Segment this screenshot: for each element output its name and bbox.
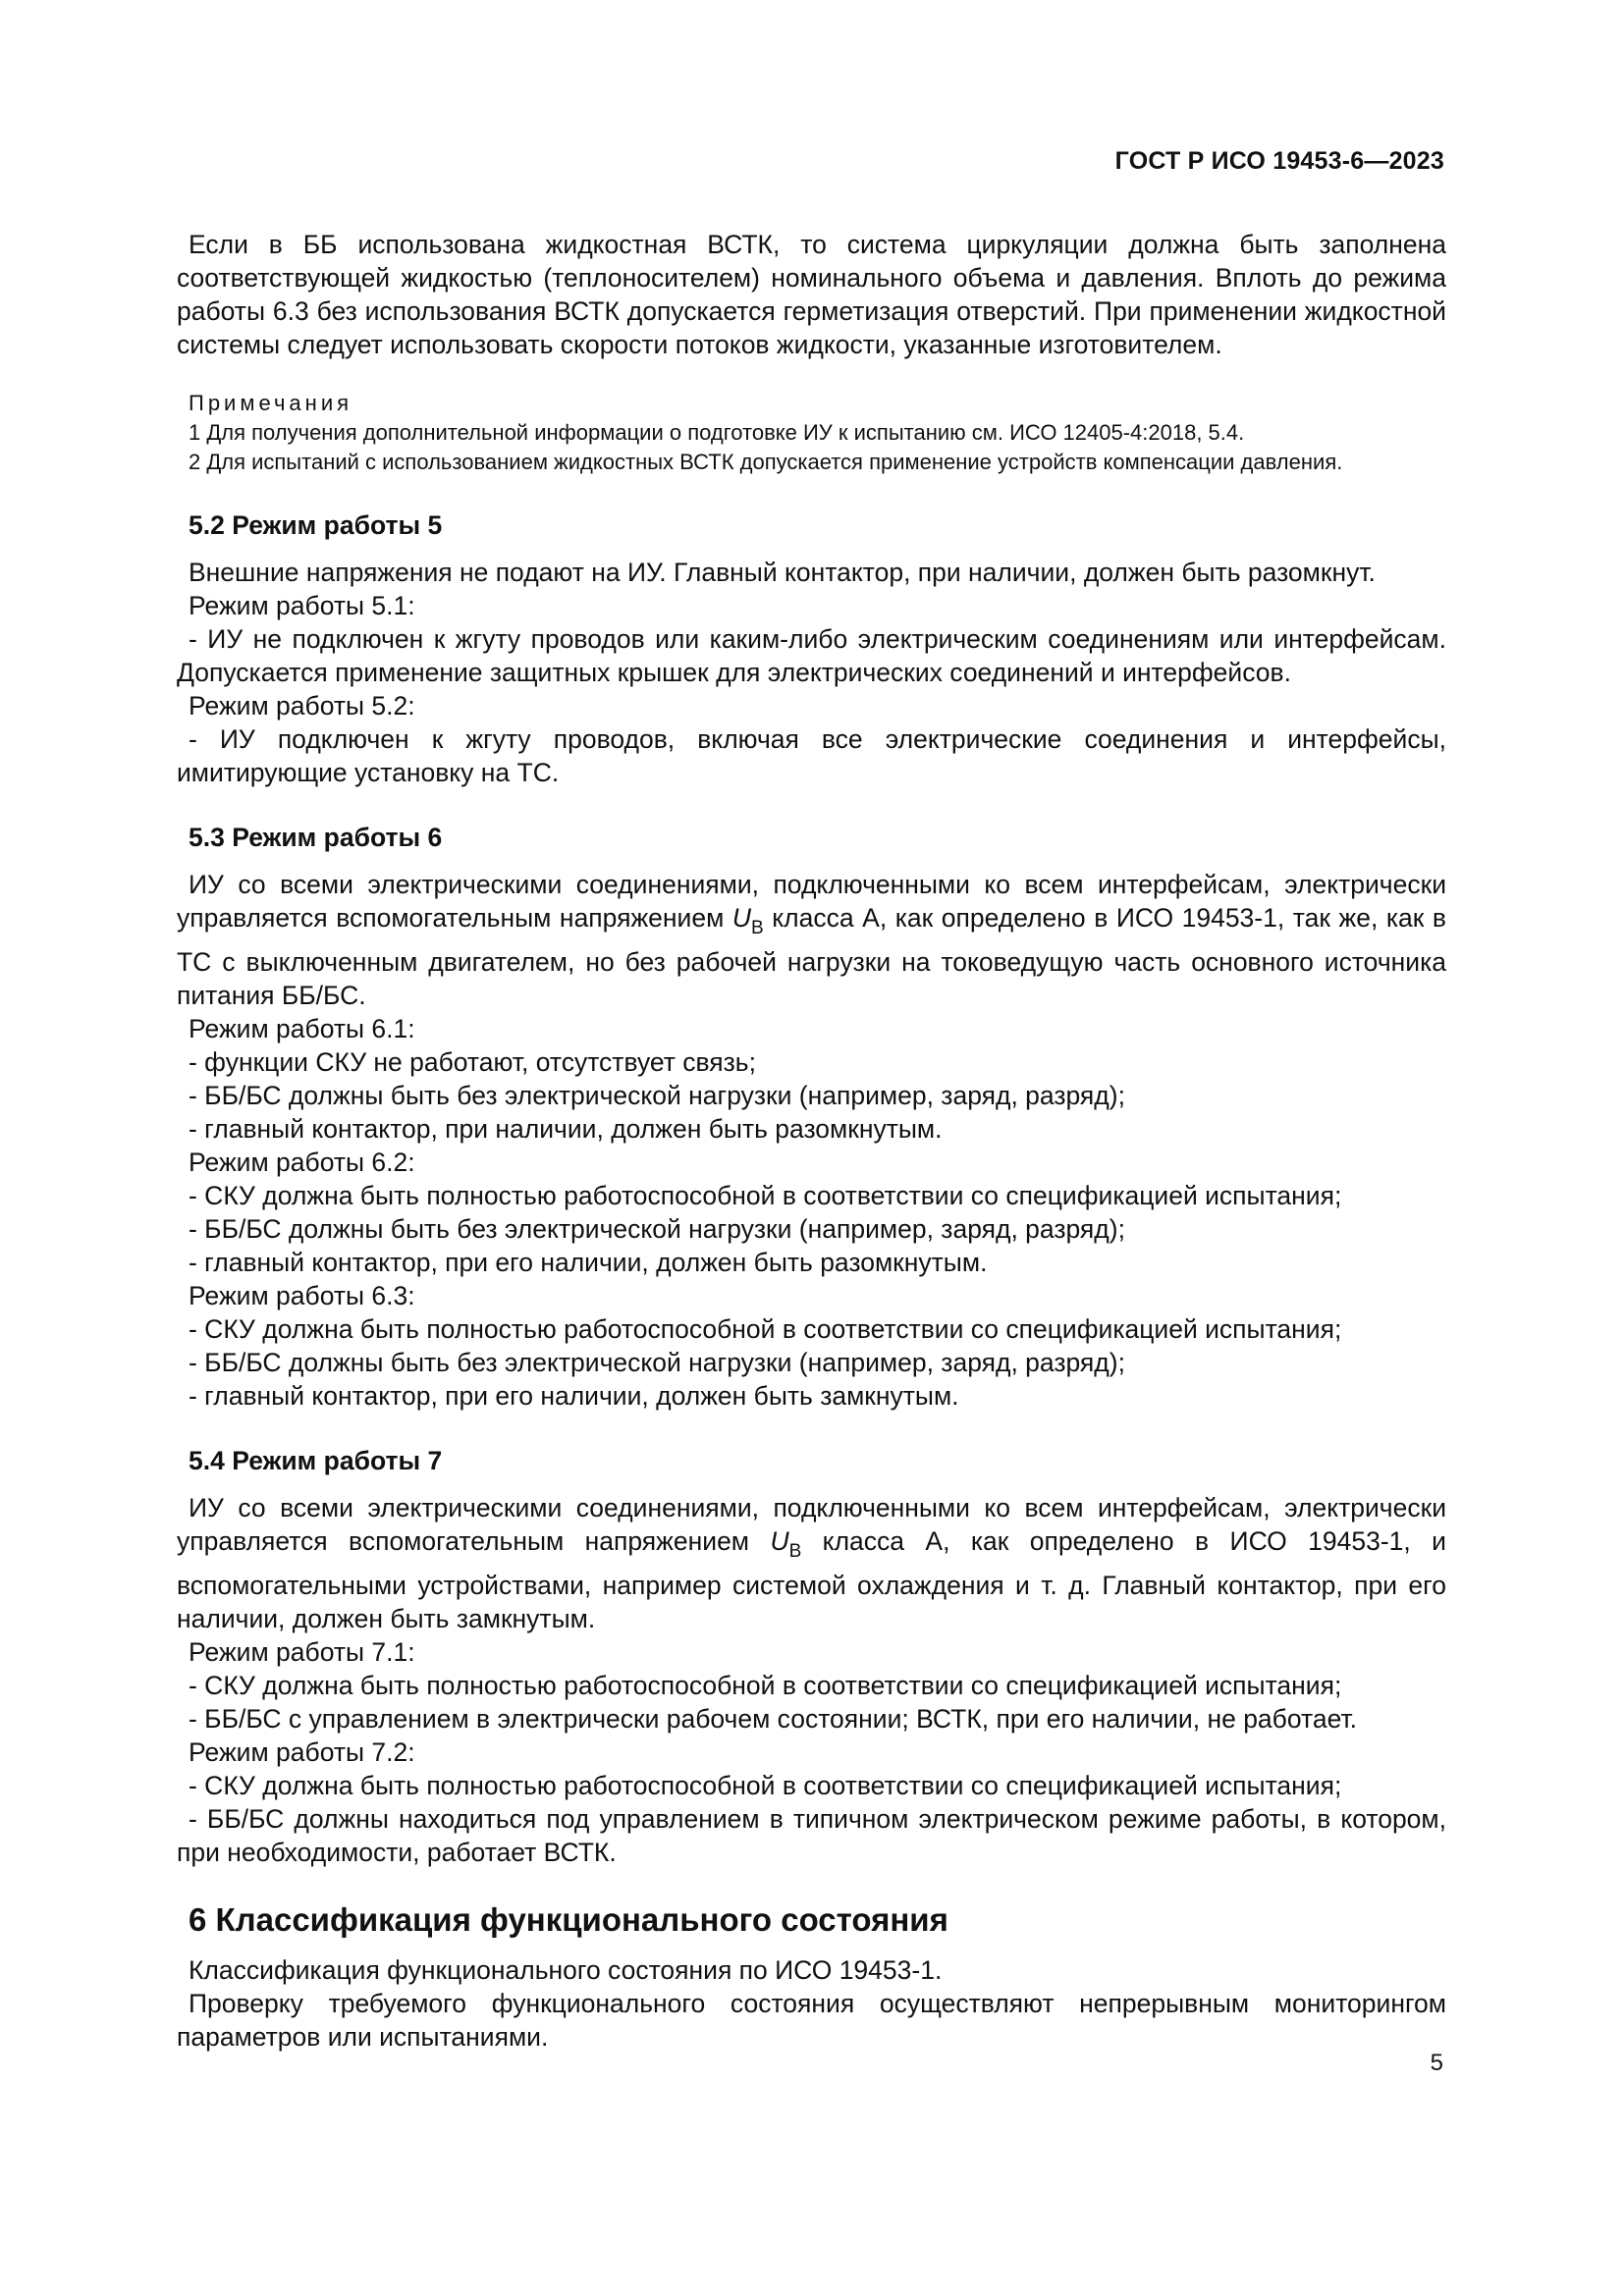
section-5-4-heading: 5.4 Режим работы 7 bbox=[189, 1446, 443, 1475]
list-line: - ББ/БС должны быть без электрической нагрузки (например, заряд, разряд); bbox=[189, 1214, 1125, 1244]
list-line: - функции СКУ не работают, отсутствует связь; bbox=[189, 1047, 756, 1077]
section-6-heading: 6 Классификация функционального состояния bbox=[189, 1901, 948, 1938]
mode-5-2-text: - ИУ подключен к жгуту проводов, включая все электрические соединения и интерфейсы, имитирующие установку на ТС. bbox=[177, 724, 1446, 787]
page-body bbox=[177, 228, 1446, 2054]
note-1: 1 Для получения дополнительной информации о подготовке ИУ к испытанию см. ИСО 12405-4:2018, 5.4. bbox=[189, 420, 1245, 445]
voltage-symbol: U bbox=[770, 1526, 789, 1556]
mode-5-2-label: Режим работы 5.2: bbox=[189, 691, 415, 721]
mode-5-1-text: - ИУ не подключен к жгуту проводов или каким-либо электрическим соединениям или интерфейсам. Допускается применение защитных крышек для электрических соединений и интерфейсов. bbox=[177, 624, 1446, 687]
list-line: - главный контактор, при его наличии, должен быть замкнутым. bbox=[189, 1381, 959, 1411]
mode-7-2-last-text: - ББ/БС должны находиться под управлением в типичном электрическом режиме работы, в котором, при необходимости, работает ВСТК. bbox=[177, 1804, 1446, 1867]
list-line: Режим работы 6.3: bbox=[189, 1281, 415, 1310]
page-number: 5 bbox=[1430, 2050, 1443, 2076]
section-5-3-heading: 5.3 Режим работы 6 bbox=[189, 823, 443, 852]
notes-title: Примечания bbox=[189, 391, 353, 415]
voltage-symbol: U bbox=[731, 903, 752, 933]
section-5-2-paragraph: Внешние напряжения не подают на ИУ. Главный контактор, при наличии, должен быть разомкнут. bbox=[189, 558, 1376, 587]
list-line: - СКУ должна быть полностью работоспособной в соответствии со спецификацией испытания; bbox=[189, 1181, 1342, 1210]
list-line: Режим работы 7.1: bbox=[189, 1637, 415, 1667]
document-code-header: ГОСТ Р ИСО 19453-6—2023 bbox=[1114, 147, 1444, 175]
voltage-subscript: B bbox=[788, 1541, 802, 1562]
list-line: - главный контактор, при наличии, должен быть разомкнутым. bbox=[189, 1114, 943, 1144]
voltage-subscript: B bbox=[751, 918, 764, 938]
list-line: Режим работы 7.2: bbox=[189, 1737, 415, 1767]
list-line: - ББ/БС должны быть без электрической нагрузки (например, заряд, разряд); bbox=[189, 1081, 1125, 1110]
section-6-paragraph-1: Классификация функционального состояния по ИСО 19453-1. bbox=[189, 1955, 943, 1985]
list-line: - СКУ должна быть полностью работоспособной в соответствии со спецификацией испытания; bbox=[189, 1671, 1342, 1700]
list-line: - ББ/БС с управлением в электрически рабочем состоянии; ВСТК, при его наличии, не работает. bbox=[189, 1704, 1358, 1734]
section-5-3-paragraph: ИУ со всеми электрическими соединениями, подключенными ко всем интерфейсам, электрически управляется вспомогательным напряжением $U_B$ класса А, как определено в ИСО 19453-1, так же, как в ТС с выключенным двигателем, но без рабочей нагрузки на токоведущую часть основного источника питания ББ/БС. bbox=[177, 870, 1446, 1010]
intro-paragraph: Если в ББ использована жидкостная ВСТК, то система циркуляции должна быть заполнена соответствующей жидкостью (теплоносителем) номинального объема и давления. Вплоть до режима работы 6.3 без использования ВСТК допускается герметизация отверстий. При применении жидкостной системы следует использовать скорости потоков жидкости, указанные изготовителем. bbox=[177, 230, 1446, 359]
list-line: Режим работы 6.1: bbox=[189, 1014, 415, 1043]
list-line: Режим работы 6.2: bbox=[189, 1148, 415, 1177]
section-5-2-heading: 5.2 Режим работы 5 bbox=[189, 510, 443, 540]
list-line: - СКУ должна быть полностью работоспособной в соответствии со спецификацией испытания; bbox=[189, 1771, 1342, 1800]
list-line: - ББ/БС должны быть без электрической нагрузки (например, заряд, разряд); bbox=[189, 1348, 1125, 1377]
section-5-4-paragraph: ИУ со всеми электрическими соединениями, подключенными ко всем интерфейсам, электрически управляется вспомогательным напряжением $U_B$ класса А, как определено в ИСО 19453-1, и вспомогательными устройствами, например системой охлаждения и т. д. Главный контактор, при его наличии, должен быть замкнутым. bbox=[177, 1493, 1446, 1633]
note-2: 2 Для испытаний с использованием жидкостных ВСТК допускается применение устройств компенсации давления. bbox=[189, 450, 1343, 474]
list-line: - СКУ должна быть полностью работоспособной в соответствии со спецификацией испытания; bbox=[189, 1314, 1342, 1344]
section-6-paragraph-2: Проверку требуемого функционального состояния осуществляют непрерывным мониторингом параметров или испытаниями. bbox=[177, 1989, 1446, 2052]
list-line: - главный контактор, при его наличии, должен быть разомкнутым. bbox=[189, 1248, 988, 1277]
mode-5-1-label: Режим работы 5.1: bbox=[189, 591, 415, 620]
